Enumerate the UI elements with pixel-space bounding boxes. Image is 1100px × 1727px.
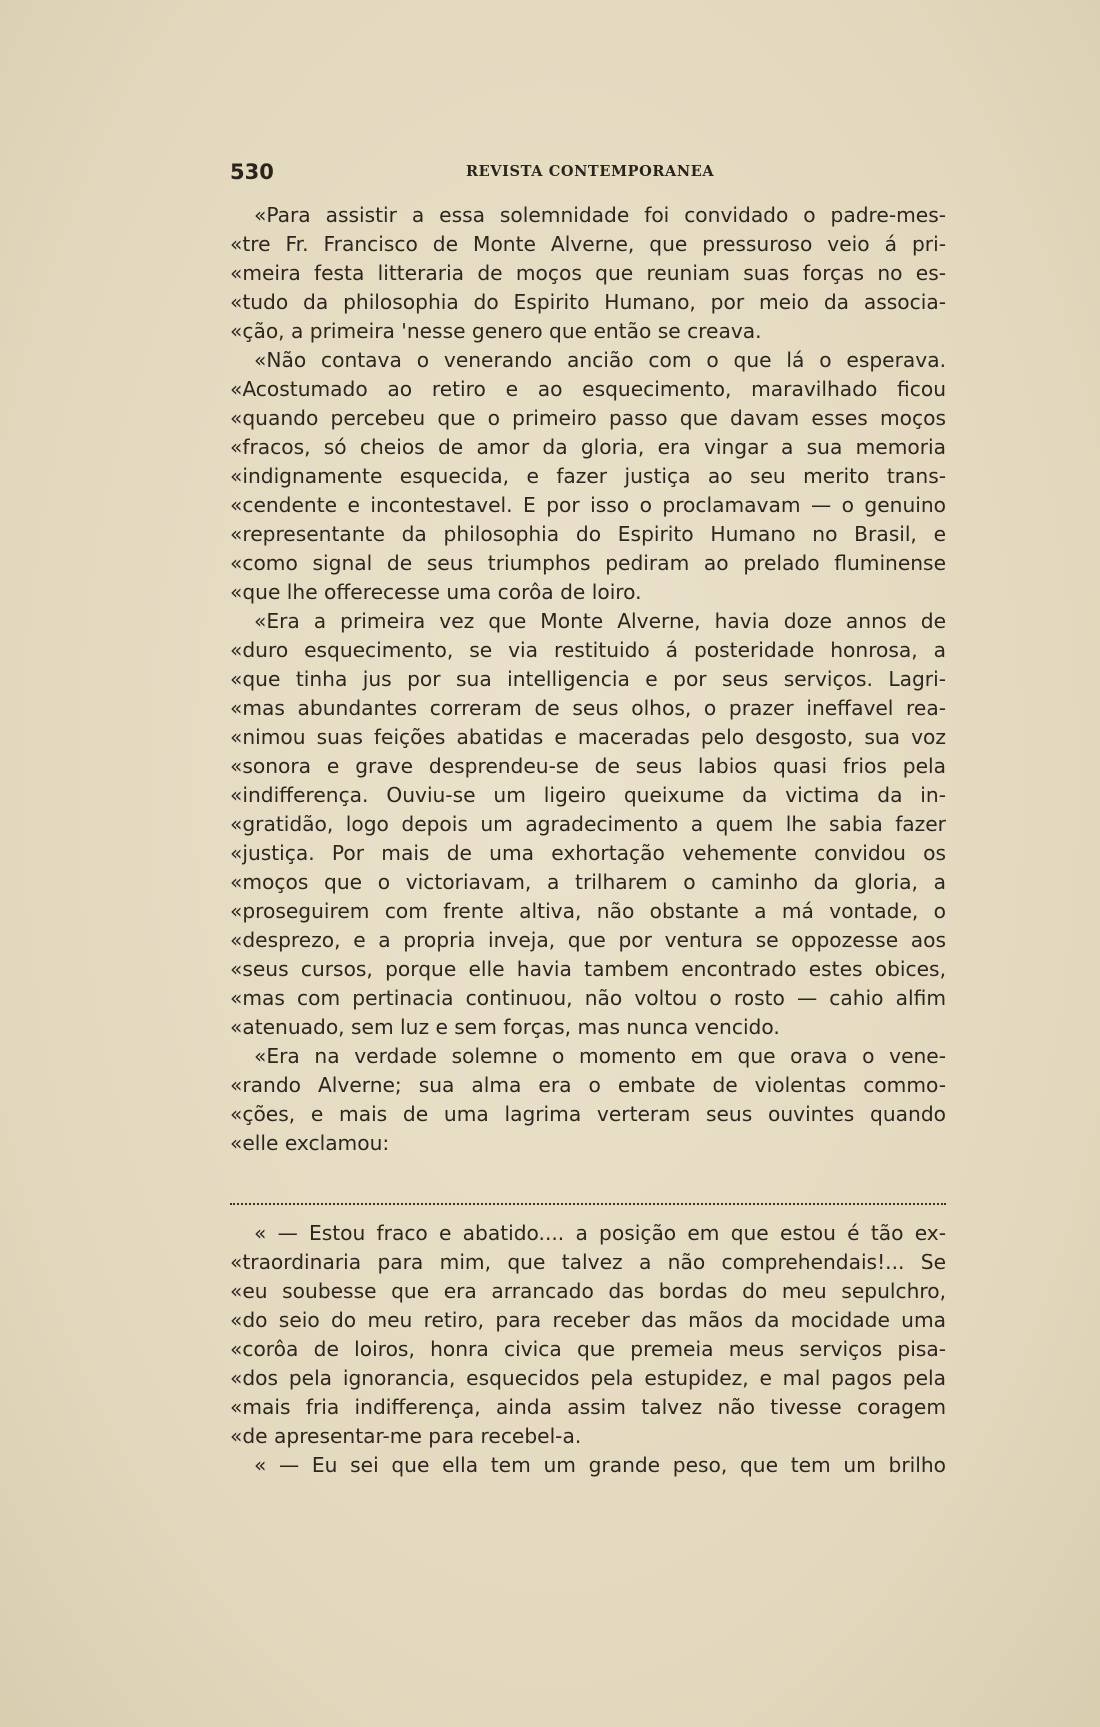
text-line: «proseguirem com frente altiva, não obstante a má vontade, o [230,899,946,923]
page-header [230,160,946,190]
text-line: «moços que o victoriavam, a trilharem o caminho da gloria, a [230,870,946,894]
text-line: «indignamente esquecida, e fazer justiça ao seu merito trans- [230,464,946,488]
text-line: «do seio do meu retiro, para receber das mãos da mocidade uma [230,1308,946,1332]
text-line: «representante da philosophia do Espirito Humano no Brasil, e [230,522,946,546]
text-line: «Não contava o venerando ancião com o que lá o esperava. [254,348,946,372]
text-line: «que lhe offerecesse uma corôa de loiro. [230,580,642,604]
text-line: «nimou suas feições abatidas e maceradas pelo desgosto, sua voz [230,725,946,749]
text-line: «sonora e grave desprendeu-se de seus labios quasi frios pela [230,754,946,778]
text-line: «duro esquecimento, se via restituido á posteridade honrosa, a [230,638,946,662]
text-line: «desprezo, e a propria inveja, que por ventura se oppozesse aos [230,928,946,952]
running-head: REVISTA CONTEMPORANEA [466,163,715,180]
text-line: «corôa de loiros, honra civica que premeia meus serviços pisa- [230,1337,946,1361]
text-line: «eu soubesse que era arrancado das bordas do meu sepulchro, [230,1279,946,1303]
text-line: «quando percebeu que o primeiro passo que davam esses moços [230,406,946,430]
text-line: « — Estou fraco e abatido.... a posição em que estou é tão ex- [254,1221,946,1245]
text-line: «que tinha jus por sua intelligencia e por seus serviços. Lagri- [230,667,946,691]
text-line: «seus cursos, porque elle havia tambem encontrado estes obices, [230,957,946,981]
text-line: «Para assistir a essa solemnidade foi convidado o padre-mes- [254,203,946,227]
text-line: «justiça. Por mais de uma exhortação vehemente convidou os [230,841,946,865]
text-line: «cendente e incontestavel. E por isso o proclamavam — o genuino [230,493,946,517]
text-line: «elle exclamou: [230,1131,390,1155]
text-line: «Era a primeira vez que Monte Alverne, havia doze annos de [254,609,946,633]
text-line: «dos pela ignorancia, esquecidos pela estupidez, e mal pagos pela [230,1366,946,1390]
text-line: «gratidão, logo depois um agradecimento a quem lhe sabia fazer [230,812,946,836]
text-line: «tre Fr. Francisco de Monte Alverne, que pressuroso veio á pri- [230,232,946,256]
text-line: «mais fria indifferença, ainda assim talvez não tivesse coragem [230,1395,946,1419]
text-line: «indifferença. Ouviu-se um ligeiro queixume da victima da in- [230,783,946,807]
text-line: «atenuado, sem luz e sem forças, mas nunca vencido. [230,1015,780,1039]
text-line: «mas com pertinacia continuou, não voltou o rosto — cahio alfim [230,986,946,1010]
text-line: «Era na verdade solemne o momento em que orava o vene- [254,1044,946,1068]
text-line: «tudo da philosophia do Espirito Humano, por meio da associa- [230,290,946,314]
dotted-separator [230,1174,946,1205]
text-line: «traordinaria para mim, que talvez a não comprehendais!... Se [230,1250,946,1274]
text-line: «meira festa litteraria de moços que reuniam suas forças no es- [230,261,946,285]
text-line: «ção, a primeira 'nesse genero que então se creava. [230,319,762,343]
text-line: «mas abundantes correram de seus olhos, o prazer ineffavel rea- [230,696,946,720]
body-text [230,201,946,1480]
text-line: «como signal de seus triumphos pediram ao prelado fluminense [230,551,946,575]
text-line: «rando Alverne; sua alma era o embate de violentas commo- [230,1073,946,1097]
text-line: « — Eu sei que ella tem um grande peso, que tem um brilho [254,1453,946,1477]
text-line: «de apresentar-me para recebel-a. [230,1424,582,1448]
text-line: «ções, e mais de uma lagrima verteram seus ouvintes quando [230,1102,946,1126]
text-line: «fracos, só cheios de amor da gloria, era vingar a sua memoria [230,435,946,459]
text-line: «Acostumado ao retiro e ao esquecimento, maravilhado ficou [230,377,946,401]
page-number: 530 [230,160,274,184]
